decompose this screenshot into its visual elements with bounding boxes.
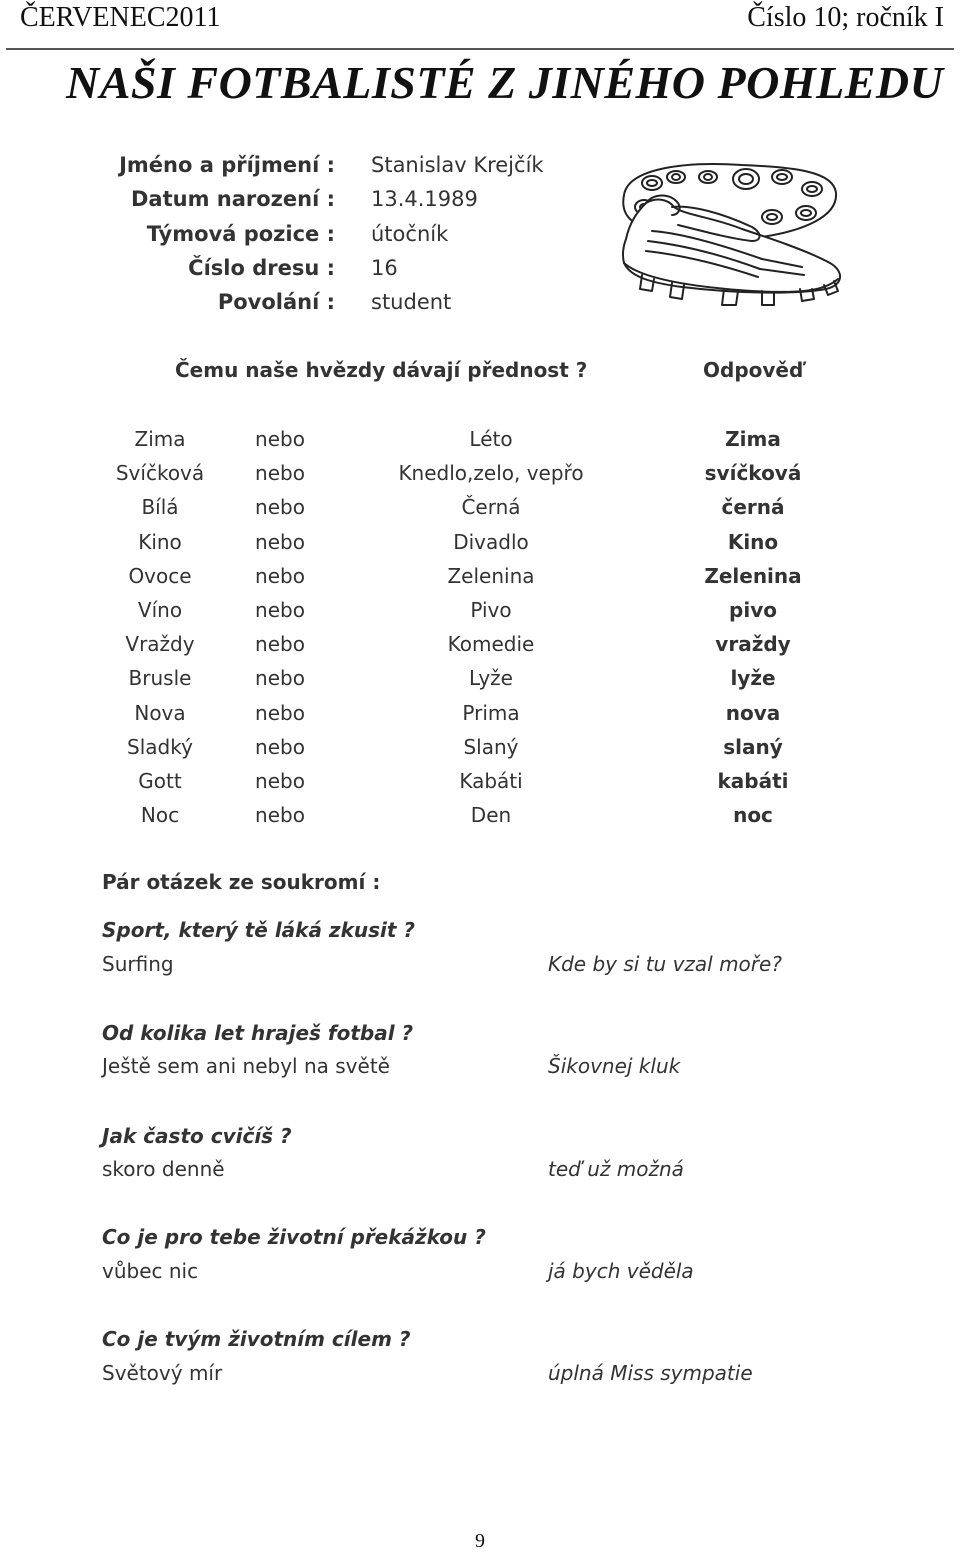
header-issue-date: ČERVENEC2011 [20,2,221,33]
preference-option-b: Prima [462,701,520,725]
preference-option-b: Knedlo,zelo, vepřo [398,461,584,485]
header-divider [6,48,954,50]
answer-text: Ještě sem ani nebyl na světě [102,1054,390,1078]
preference-or-word: nebo [255,769,305,793]
preference-option-a: Sladký [127,735,193,759]
profile-value-birthdate: 13.4.1989 [371,187,478,211]
preference-option-b: Pivo [470,598,512,622]
question-text: Od kolika let hraješ fotbal ? [102,1021,414,1045]
preference-answer: Zima [725,427,781,451]
preference-option-b: Den [470,803,512,827]
preference-option-a: Kino [138,530,182,554]
private-heading: Pár otázek ze soukromí : [102,870,381,894]
preference-answer: lyže [730,666,776,690]
answer-text: Světový mír [102,1361,223,1385]
preference-option-a: Svíčková [115,461,205,485]
profile-label-position: Týmová pozice : [146,222,335,246]
preference-answer: svíčková [704,461,802,485]
comment-text: já bych věděla [548,1259,694,1283]
preference-or-word: nebo [255,598,305,622]
header-issue-number: Číslo 10; ročník I [747,2,944,33]
preference-option-b: Lyže [469,666,513,690]
answer-text: skoro denně [102,1157,225,1181]
preference-option-b: Zelenina [447,564,535,588]
preference-answer: pivo [729,598,777,622]
question-text: Co je pro tebe životní překážkou ? [102,1225,486,1249]
preference-or-word: nebo [255,666,305,690]
page-title: NAŠI FOTBALISTÉ Z JINÉHO POHLEDU [66,57,944,108]
preference-option-a: Nova [134,701,186,725]
answer-text: Surfing [102,952,174,976]
preference-answer: vraždy [715,632,791,656]
preference-option-b: Komedie [447,632,535,656]
preference-answer: slaný [723,735,783,759]
preference-or-word: nebo [255,530,305,554]
preference-or-word: nebo [255,427,305,451]
profile-value-jersey: 16 [371,256,398,280]
preference-or-word: nebo [255,495,305,519]
preference-answer: Zelenina [704,564,802,588]
comment-text: Kde by si tu vzal moře? [548,952,782,976]
comment-text: teď už možná [548,1157,684,1181]
answer-heading: Odpověď [703,358,804,382]
profile-label-jersey: Číslo dresu : [188,256,335,280]
profile-value-position: útočník [371,222,449,246]
preference-option-a: Víno [137,598,183,622]
preference-or-word: nebo [255,735,305,759]
preference-option-b: Léto [469,427,513,451]
question-text: Jak často cvičíš ? [102,1124,292,1148]
profile-label-name: Jméno a příjmení : [119,153,335,177]
football-boot-icon [612,155,848,315]
comment-text: úplná Miss sympatie [548,1361,753,1385]
answer-text: vůbec nic [102,1259,199,1283]
preference-or-word: nebo [255,564,305,588]
preferences-heading: Čemu naše hvězdy dávají přednost ? [175,358,588,382]
comment-text: Šikovnej kluk [548,1054,681,1078]
preference-answer: černá [721,495,785,519]
preference-option-a: Bílá [141,495,179,519]
preference-or-word: nebo [255,803,305,827]
preference-answer: kabáti [717,769,789,793]
preference-answer: nova [725,701,781,725]
page-number: 9 [475,1530,485,1552]
preference-or-word: nebo [255,461,305,485]
profile-label-occupation: Povolání : [217,290,335,314]
question-text: Sport, který tě láká zkusit ? [102,918,415,942]
preference-option-a: Ovoce [128,564,192,588]
preference-option-a: Noc [140,803,180,827]
preference-option-a: Vraždy [125,632,195,656]
preference-answer: noc [733,803,773,827]
preference-option-a: Brusle [128,666,192,690]
preference-option-b: Divadlo [453,530,529,554]
preference-option-b: Slaný [463,735,519,759]
preference-option-b: Černá [461,495,521,519]
profile-value-name: Stanislav Krejčík [371,153,544,177]
question-text: Co je tvým životním cílem ? [102,1327,411,1351]
profile-label-birthdate: Datum narození : [130,187,335,211]
preference-option-b: Kabáti [459,769,523,793]
preference-or-word: nebo [255,701,305,725]
preference-answer: Kino [727,530,779,554]
preference-option-a: Zima [134,427,186,451]
preference-option-a: Gott [138,769,182,793]
profile-value-occupation: student [371,290,452,314]
preference-or-word: nebo [255,632,305,656]
